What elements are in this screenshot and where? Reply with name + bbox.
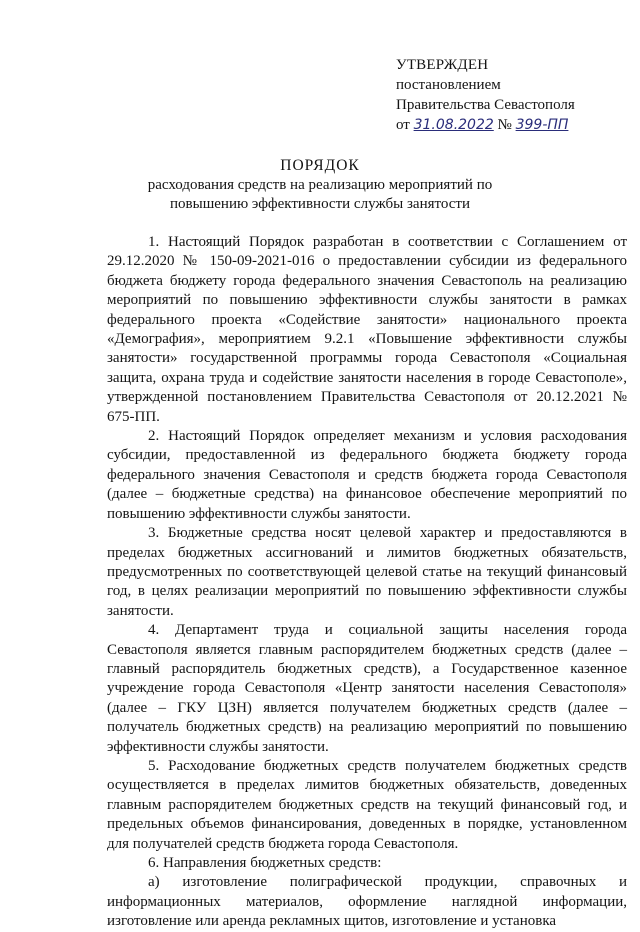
- approval-date-line: [396, 115, 626, 135]
- approval-date-prefix: от: [396, 117, 410, 133]
- paragraph-1: 1. Настоящий Порядок разработан в соответствии с Соглашением от 29.12.2020 № 150-09-2021-016 о предоставлении субсидии из федерального бюджета бюджету города федерального значения Севастополь на реализацию мероприятий по повышению эффективности службы занятости в рамках федерального проекта «Содействие занятости» национального проекта «Демография», мероприятием 9.2.1 «Повышение эффективности службы занятости» государственной программы города Севастополя «Социальная защита, охрана труда и содействие занятости населения в городе Севастополе», утвержденной постановлением Правительства Севастополя от 20.12.2021 № 675-ПП.: [107, 234, 627, 425]
- document-subtitle: расходования средств на реализацию мероприятий по повышению эффективности службы занятости: [147, 177, 493, 212]
- document-title: ПОРЯДОК: [280, 157, 360, 174]
- approval-line-1: постановлением: [396, 77, 501, 93]
- paragraph-6a: а) изготовление полиграфической продукции, справочных и информационных материалов, оформление наглядной информации, изготовление или аренда рекламных щитов, изготовление и установка: [107, 874, 627, 930]
- approval-number-sign: №: [497, 117, 512, 133]
- document-body: [107, 233, 627, 932]
- approval-date: 31.08.2022: [413, 117, 494, 133]
- paragraph-5: 5. Расходование бюджетных средств получателем бюджетных средств осуществляется в пределах лимитов бюджетных обязательств, доведенных главным распорядителем бюджетных средств на текущий финансовый год, и предельных объемов финансирования, доведенных в порядке, установленном для получателей средств бюджета города Севастополя.: [107, 757, 627, 852]
- approval-block: [396, 55, 626, 135]
- paragraph-4: 4. Департамент труда и социальной защиты населения города Севастополя является главным распорядителем бюджетных средств (далее – главный распорядитель бюджетных средств), а Государственное казенное учреждение города Севастополя «Центр занятости населения Севастополя» (далее – ГКУ ЦЗН) является получателем бюджетных средств (далее – получатель бюджетных средств) на реализацию мероприятий по повышению эффективности службы занятости.: [107, 622, 627, 755]
- paragraph-3: 3. Бюджетные средства носят целевой характер и предоставляются в пределах бюджетных ассигнований и лимитов бюджетных обязательств, предусмотренных по соответствующей целевой статье на текущий финансовый год, в целях реализации мероприятий по повышению эффективности службы занятости.: [107, 525, 627, 619]
- approval-line-2: Правительства Севастополя: [396, 97, 575, 113]
- approval-number: 399-ПП: [515, 117, 569, 133]
- approval-heading: УТВЕРЖДЕН: [396, 57, 489, 73]
- paragraph-2: 2. Настоящий Порядок определяет механизм и условия расходования субсидии, предоставленной из федерального бюджета бюджету города федерального значения Севастополя и средств бюджета города Севастополя (далее – бюджетные средства) на финансовое обеспечение мероприятий по повышению эффективности службы занятости.: [107, 428, 627, 522]
- paragraph-6: 6. Направления бюджетных средств:: [148, 855, 382, 871]
